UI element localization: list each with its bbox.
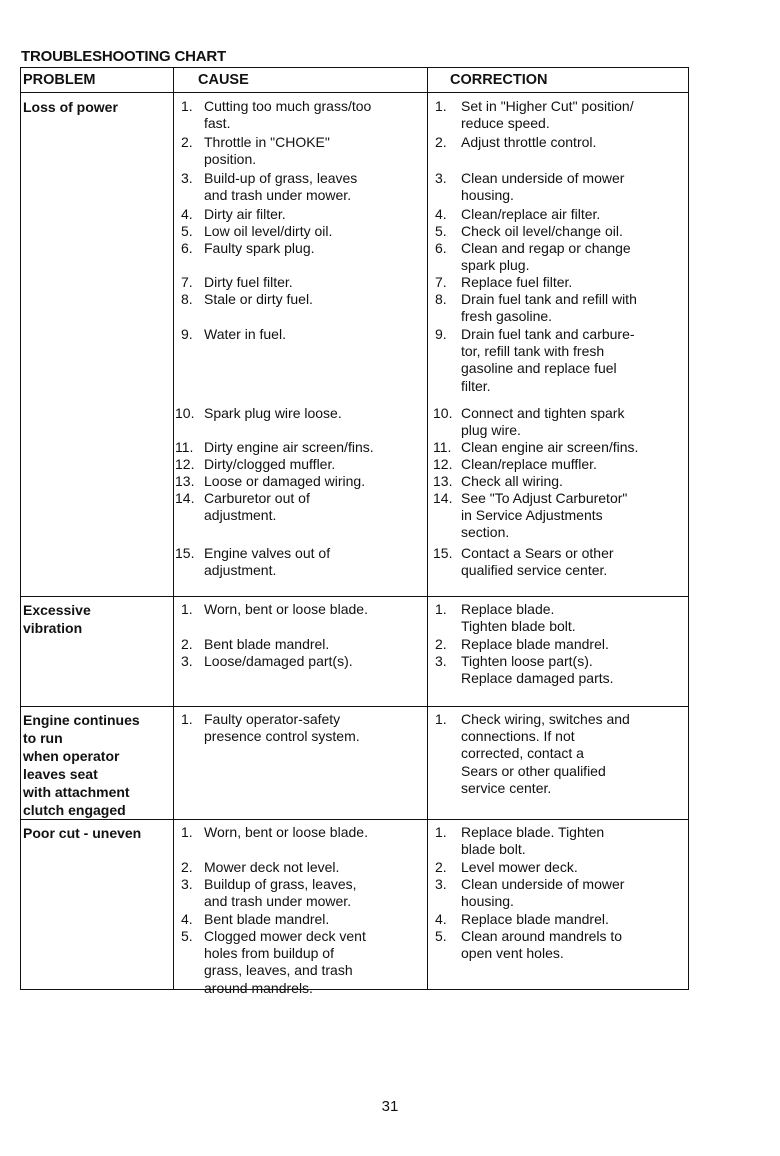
item-number: 1. [181,824,193,840]
item-text: Stale or dirty fuel. [204,291,313,307]
item-number: 13. [175,473,195,489]
column-divider [427,68,428,989]
row-divider [21,706,688,707]
item-number: 1. [181,601,193,617]
header-divider [21,92,688,93]
correction-item [433,490,686,542]
item-number: 14. [175,490,195,506]
cause-item [175,545,425,579]
item-text: Level mower deck. [461,859,578,875]
cause-item [181,291,425,308]
item-text: Clean underside of mower housing. [461,170,625,204]
item-text: Faulty spark plug. [204,240,315,256]
cause-item [181,98,425,132]
header-problem: PROBLEM [23,72,96,88]
item-number: 7. [435,274,447,290]
item-text: Dirty/clogged muffler. [204,456,336,472]
row-divider [21,819,688,820]
item-text: See "To Adjust Carburetor" in Service Adjustments section. [461,490,628,541]
item-text: Faulty operator-safety presence control system. [204,711,360,745]
item-text: Worn, bent or loose blade. [204,824,368,840]
item-number: 3. [181,653,193,669]
cause-item [181,170,425,204]
item-text: Check all wiring. [461,473,563,489]
correction-item [435,206,686,223]
item-text: Carburetor out of adjustment. [204,490,310,524]
problem-label: Loss of power [23,99,118,115]
troubleshooting-table [20,67,689,996]
cause-item [181,859,425,876]
item-text: Mower deck not level. [204,859,340,875]
item-number: 3. [181,876,193,892]
item-number: 2. [435,859,447,875]
item-number: 15. [175,545,195,561]
item-number: 1. [435,824,447,840]
cause-item [181,928,425,997]
item-number: 4. [181,206,193,222]
problem-label: Engine continues to run when operator leaves seat with attachment clutch engaged [23,712,140,818]
item-text: Set in "Higher Cut" position/ reduce speed. [461,98,634,132]
item-text: Dirty air filter. [204,206,286,222]
item-number: 14. [433,490,453,506]
item-text: Clean engine air screen/fins. [461,439,639,455]
page-number: 31 [381,1098,399,1115]
correction-item [435,326,686,395]
correction-item [435,876,686,910]
item-text: Dirty fuel filter. [204,274,293,290]
item-number: 5. [435,223,447,239]
item-number: 1. [435,601,447,617]
correction-item [435,134,686,151]
cause-item [181,636,425,653]
cause-item [181,223,425,240]
cause-item [175,439,425,456]
item-number: 12. [433,456,453,472]
item-text: Clean/replace muffler. [461,456,597,472]
cause-item [175,405,425,422]
item-number: 1. [181,711,193,727]
cause-item [181,601,425,618]
item-text: Clean/replace air filter. [461,206,601,222]
item-number: 13. [433,473,453,489]
item-text: Water in fuel. [204,326,286,342]
item-text: Clean and regap or change spark plug. [461,240,631,274]
correction-item [435,928,686,962]
item-text: Check oil level/change oil. [461,223,623,239]
item-number: 11. [433,439,452,455]
correction-item [435,240,686,274]
item-number: 5. [435,928,447,944]
item-number: 2. [435,134,447,150]
correction-item [435,98,686,132]
cause-item [181,876,425,910]
item-text: Worn, bent or loose blade. [204,601,368,617]
item-number: 9. [435,326,447,342]
correction-item [435,601,686,635]
item-number: 11. [175,439,194,455]
item-number: 5. [181,928,193,944]
cause-item [175,490,425,524]
correction-item [435,223,686,240]
correction-item [433,456,686,473]
cause-item [181,653,425,670]
correction-item [433,473,686,490]
item-text: Dirty engine air screen/fins. [204,439,374,455]
correction-item [435,636,686,653]
item-number: 5. [181,223,193,239]
item-number: 3. [181,170,193,186]
item-text: Clean around mandrels to open vent holes. [461,928,623,962]
item-number: 2. [181,134,193,150]
item-number: 4. [435,911,447,927]
cause-item [175,456,425,473]
item-number: 8. [181,291,193,307]
item-number: 10. [175,405,195,421]
item-number: 1. [181,98,193,114]
correction-item [435,859,686,876]
item-text: Replace blade. Tighten blade bolt. [461,601,576,635]
item-number: 4. [181,911,193,927]
item-text: Replace blade mandrel. [461,636,609,652]
item-text: Drain fuel tank and carbure- tor, refill tank with fresh gasoline and replace fuel filter. [461,326,635,394]
item-number: 6. [435,240,447,256]
cause-item [181,274,425,291]
item-text: Build-up of grass, leaves and trash under mower. [204,170,358,204]
cause-item [181,711,425,745]
item-text: Engine valves out of adjustment. [204,545,331,579]
cause-item [175,473,425,490]
cause-item [181,911,425,928]
item-text: Adjust throttle control. [461,134,597,150]
item-text: Bent blade mandrel. [204,911,330,927]
item-text: Loose or damaged wiring. [204,473,366,489]
item-text: Loose/damaged part(s). [204,653,353,669]
correction-item [435,291,686,325]
correction-item [435,653,686,687]
item-number: 2. [181,636,193,652]
correction-item [435,911,686,928]
column-divider [173,68,174,989]
item-number: 2. [435,636,447,652]
item-text: Cutting too much grass/too fast. [204,98,372,132]
item-number: 8. [435,291,447,307]
item-text: Contact a Sears or other qualified service center. [461,545,614,579]
item-text: Connect and tighten spark plug wire. [461,405,625,439]
problem-label: Poor cut - uneven [23,825,142,841]
item-number: 15. [433,545,453,561]
item-number: 10. [433,405,453,421]
row-divider [21,596,688,597]
correction-item [435,711,686,797]
correction-item [435,824,686,858]
cause-item [181,326,425,343]
cause-item [181,134,425,168]
item-number: 4. [435,206,447,222]
item-number: 12. [175,456,195,472]
item-number: 2. [181,859,193,875]
item-text: Tighten loose part(s). Replace damaged parts. [461,653,614,687]
item-text: Throttle in "CHOKE" position. [204,134,330,168]
item-text: Low oil level/dirty oil. [204,223,333,239]
item-number: 1. [435,98,447,114]
item-text: Replace blade mandrel. [461,911,609,927]
cause-item [181,240,425,257]
item-text: Buildup of grass, leaves, and trash under mower. [204,876,357,910]
item-number: 3. [435,653,447,669]
item-text: Clogged mower deck vent holes from buildup of grass, leaves, and trash around mandrels. [204,928,366,996]
item-number: 6. [181,240,193,256]
item-text: Check wiring, switches and connections. If not corrected, contact a Sears or other qualified service center. [461,711,630,796]
header-correction: CORRECTION [450,72,548,88]
item-text: Drain fuel tank and refill with fresh gasoline. [461,291,637,325]
item-text: Clean underside of mower housing. [461,876,625,910]
item-number: 1. [435,711,447,727]
item-number: 3. [435,170,447,186]
item-number: 3. [435,876,447,892]
correction-item [433,439,686,456]
correction-item [435,274,686,291]
item-text: Replace blade. Tighten blade bolt. [461,824,605,858]
item-text: Spark plug wire loose. [204,405,342,421]
correction-item [433,545,686,579]
header-cause: CAUSE [198,72,249,88]
problem-label: Excessive vibration [23,602,91,636]
item-text: Replace fuel filter. [461,274,573,290]
cause-item [181,206,425,223]
correction-item [433,405,686,439]
item-number: 7. [181,274,193,290]
chart-title: TROUBLESHOOTING CHART [21,48,226,65]
cause-item [181,824,425,841]
correction-item [435,170,686,204]
item-number: 9. [181,326,193,342]
item-text: Bent blade mandrel. [204,636,330,652]
